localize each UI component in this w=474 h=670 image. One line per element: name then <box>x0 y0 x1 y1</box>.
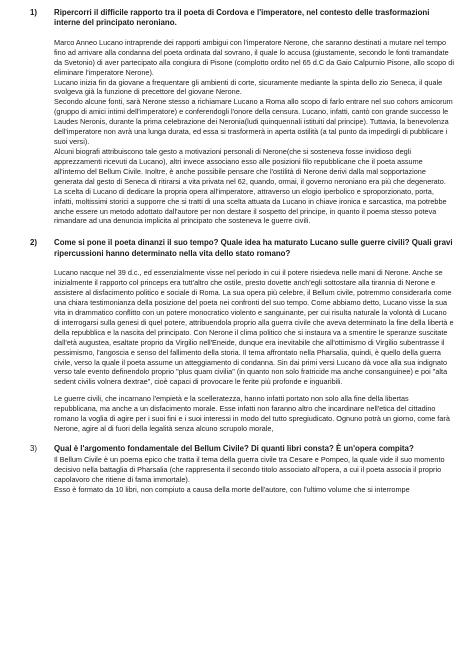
question-2-number: 2) <box>30 238 38 248</box>
answer-3 <box>30 455 454 495</box>
answer-3-paragraph-2: Esso è formato da 10 libri, non compiuto a causa della morte dell'autore, con l'ultimo volume che si interrompe <box>54 485 410 495</box>
spacer <box>30 434 454 444</box>
answer-1-paragraph-2: Lucano inizia fin da giovane a frequentare gli ambienti di corte, sicuramente mediante la spinta dello zio Seneca, il quale svolgeva già la funzione di precettore del giovane Nerone. <box>54 77 443 97</box>
question-3 <box>30 444 454 454</box>
answer-3-paragraph-1: Il Bellum Civile è un poema epico che tratta il tema della guerra civile tra Cesare e Pompeo, la quale vide il suo momento decisivo nella battaglia di Pharsalia (che rappresenta il secondo titolo associato all'opera, a cui il poeta associa il proprio capolavoro che ritiene di fama immortale). <box>54 455 445 485</box>
question-1-number: 1) <box>30 8 38 17</box>
spacer <box>30 226 454 238</box>
question-1-title: Ripercorri il difficile rapporto tra il poeta di Cordova e l'imperatore, nel contesto delle trasformazioni interne del principato neroniano. <box>54 8 430 28</box>
question-3-number: 3) <box>30 443 38 453</box>
answer-1-paragraph-5: La scelta di Lucano di dedicare la propria opera all'imperatore, attraverso un elogio iperbolico e sproporzionato, porta, infatti, moltissimi storici a supporre che si tratti di una scelta attuata da Lucano in chiave ironica e sarcastica, ma potrebbe anche essere un metodo adottato dall'autore per non destare il sospetto del principe, in quanto il poema stesso poteva rimandare ad una denuncia implicita al principato che sosteneva le guerre civili. <box>54 186 447 226</box>
answer-2-paragraph-2: Le guerre civili, che incarnano l'empietà e la scelleratezza, hanno infatti portato non solo alla fine della libertas repubblicana, ma anche a un disfacimento morale. Esse infatti non faranno altro che incardinare nell'etica del cittadino romano la voglia di agire per i suoi fini e i suoi interessi in modo del tutto spregiudicato. Ognuno potrà un giorno, come farà Nerone, agire al di fuori della legalità senza alcuno scrupolo morale, <box>54 394 450 434</box>
answer-1 <box>30 38 454 227</box>
question-2-title: Come si pone il poeta dinanzi il suo tempo? Quale idea ha maturato Lucano sulle guerre civili? Quali gravi ripercussioni hanno determinato nella vita dello stato romano? <box>54 238 453 258</box>
answer-2 <box>30 268 454 434</box>
question-1 <box>30 8 454 29</box>
question-2 <box>30 238 454 259</box>
question-3-title: Qual è l'argomento fondamentale del Bellum Civile? Di quanti libri consta? È un'opera compita? <box>54 443 414 453</box>
answer-1-paragraph-1: Marco Anneo Lucano intraprende dei rapporti ambigui con l'imperatore Nerone, che saranno destinati a mutare nel tempo fino ad arrivare alla condanna del poeta ordinata dal sovrano, il quale lo accusa (giustamente, secondo le fonti tramandate da Svetonio) di aver partecipato alla congiura di Pisone (complotto ordito nel 65 d.C da Gaio Calpurnio Pisone, allo scopo di eliminare l'imperatore Nerone). <box>54 37 454 77</box>
answer-1-paragraph-4: Alcuni biografi attribuiscono tale gesto a motivazioni personali di Nerone(che si sosteneva fosse invidioso degli apprezzamenti ricevuti da Lucano), altri invece associano esso alle posizioni filo repubblicane che il poeta assume all'interno del Bellum Civile. Inoltre, è anche possibile pensare che l'ostilità di Nerone derivi dalla mal sopportazione generata dal gesto di Seneca di ritirarsi a vita privata nel 62, quando, ormai, il governo neroniano era più che degenerato. <box>54 146 446 186</box>
answer-2-paragraph-1: Lucano nacque nel 39 d.c., ed essenzialmente visse nel periodo in cui il potere risiedeva nelle mani di Nerone. Anche se inizialmente il rapporto col princeps era tutt'altro che ostile, presto dovette anch'egli sottostare alla tirannia di Nerone e assistere al disfacimento politico e sociale di Roma. La sua opera più celebre, il Bellum civile, potremmo considerarla come una chiara testimonianza della posizione del poeta nei confronti del suo tempo. Come abbiamo detto, Lucano visse la sua vita in drammatico conflitto con un potere monocratico violento e sanguinante, per cui risulta naturale la volontà di Lucano di interrogarsi sulla genesi di quel potere, attribuendola proprio alla guerra civile che aveva determinato la fine della libertà e della repubblica e la nascita del principato. Con Nerone il clima politico che si instaura va a smentire le speranze suscitate dall'età augustea, esaltate proprio da Virgilio nell'Eneide, dunque era inevitabile che all'ottimismo di Virgilio subentrasse il pessimismo, l'angoscia e senso del fallimento della storia. Il tema affrontato nella Pharsalia, quindi, è quello della guerra civile, verso la quale il poeta assume un atteggiamento di condanna. Sin dai primi versi Lucano dà voce alla sua indignato verso tale evento definendolo proprio "plus quam civilia" (in quanto non solo fratricide ma anche consanguinee) e poi "alta sedent civilis volnera dextrae", cioè capaci di provocare le ferite più profonde e inguaribili. <box>54 268 454 387</box>
answer-1-paragraph-3: Secondo alcune fonti, sarà Nerone stesso a richiamare Lucano a Roma allo scopo di farlo entrare nel suo cohors amicorum (gruppo di amici intimi dell'imperatore) e conferendogli l'onore della censura. Lucano, infatti, cantò con grande successo le Laudes Neronis, durante la prima celebrazione dei Neronia(ludi quinquennali istituiti dal principe). Tuttavia, la benevolenza dell'imperatore non avrà una lunga durata, ed essa si trasformerà in aperta ostilità (a tal punto da impedirgli di pubblicare i suoi versi). <box>54 97 453 147</box>
